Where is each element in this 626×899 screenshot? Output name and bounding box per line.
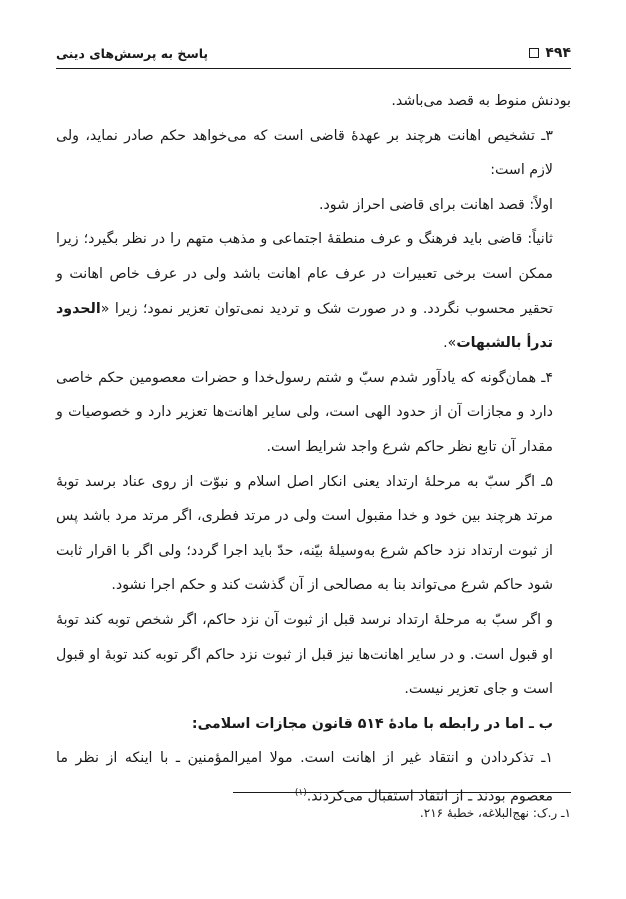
header-divider bbox=[56, 68, 571, 69]
footnote-marker: (۱) bbox=[294, 787, 307, 798]
paragraph-4-bold: الحدود تدرأ بالشبهات bbox=[56, 300, 553, 352]
paragraph-5: ۴ـ همان‌گونه که یادآور شدم سبّ و شتم رسول‌خدا و حضرات معصومین حکم خاصی دارد و مجازات آن از حدود الهی است، ولی سایر اهانت‌ها تعزیر دارد و خصوصیات و مقدار آن تابع نظر حاکم شرع واجد شرایط است. bbox=[56, 369, 553, 455]
square-icon bbox=[529, 48, 539, 58]
paragraph-4-end: ». bbox=[443, 335, 457, 352]
running-title: پاسخ به پرسش‌های دینی bbox=[56, 45, 209, 61]
paragraph-9 bbox=[56, 741, 571, 814]
page-number-block bbox=[529, 45, 571, 61]
page-header bbox=[56, 42, 571, 64]
paragraph-2: ۳ـ تشخیص اهانت هرچند بر عهدهٔ قاضی است که می‌خواهد حکم صادر نماید، ولی لازم است: bbox=[56, 127, 553, 179]
paragraph-4-text: ثانیاً: قاضی باید فرهنگ و عرف منطقهٔ اجتماعی و مذهب متهم را در نظر بگیرد؛ زیرا ممکن است برخی تعبیرات در عرف عام اهانت باشد ولی در عرف خاص اهانت و تحقیر محسوب نگردد. و در صورت شک و تردید نمی‌توان تعزیر نمود؛ زیرا « bbox=[56, 231, 553, 317]
paragraph-3: اولاً: قصد اهانت برای قاضی احراز شود. bbox=[318, 196, 553, 213]
page-number: ۴۹۴ bbox=[545, 45, 571, 61]
paragraph-1: بودنش منوط به قصد می‌باشد. bbox=[391, 93, 571, 109]
footnote-divider bbox=[233, 792, 571, 793]
section-heading: ب ـ اما در رابطه با مادهٔ ۵۱۴ قانون مجازات اسلامی: bbox=[191, 715, 553, 732]
paragraph-4 bbox=[56, 222, 571, 360]
paragraph-6: ۵ـ اگر سبّ به مرحلهٔ ارتداد یعنی انکار اصل اسلام و نبوّت از روی عناد برسد توبهٔ مرتد هرچند بین خود و خدا مقبول است ولی در مرتد فطری، اگر مرتد مرد باشد پس از ثبوت ارتداد نزد حاکم شرع به‌وسیلهٔ بیّنه، حدّ باید اجرا گردد؛ ولی اگر با اقرار ثابت شود حاکم شرع می‌تواند بنا به مصالحی از آن گذشت کند و حکم اجرا نشود. bbox=[56, 473, 553, 594]
paragraph-9-text: ۱ـ تذکردادن و انتقاد غیر از اهانت است. مولا امیرالمؤمنین ـ با اینکه از نظر ما معصوم بودند ـ از انتقاد استقبال می‌کردند. bbox=[56, 750, 553, 805]
body-text bbox=[56, 84, 571, 814]
footnote: ۱ـ ر.ک: نهج‌البلاغه، خطبهٔ ۲۱۶. bbox=[419, 806, 571, 820]
paragraph-7: و اگر سبّ به مرحلهٔ ارتداد نرسد قبل از ثبوت آن نزد حاکم، اگر شخص توبه کند توبهٔ او قبول است. و در سایر اهانت‌ها نیز قبل از ثبوت نزد حاکم اگر توبه کند توبهٔ او قبول است و جای تعزیر نیست. bbox=[56, 611, 553, 698]
